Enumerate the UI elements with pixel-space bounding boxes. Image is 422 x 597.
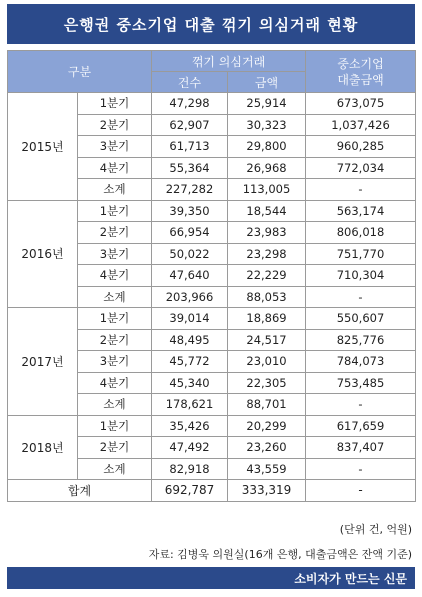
page-title: 은행권 중소기업 대출 꺾기 의심거래 현황 [7, 4, 415, 44]
loan-cell: - [306, 179, 416, 201]
quarter-cell: 4분기 [78, 372, 152, 394]
table-body [8, 93, 416, 502]
loan-cell: 710,304 [306, 265, 416, 287]
source-note: 자료: 김병욱 의원실(16개 은행, 대출금액은 잔액 기준) [148, 548, 412, 561]
header-sme-loan: 중소기업 대출금액 [306, 51, 416, 93]
count-cell: 39,350 [152, 200, 228, 222]
quarter-cell: 4분기 [78, 157, 152, 179]
year-cell: 2018년 [8, 415, 78, 480]
amount-cell: 30,323 [228, 114, 306, 136]
quarter-cell: 소계 [78, 394, 152, 416]
amount-cell: 20,299 [228, 415, 306, 437]
loan-cell: 825,776 [306, 329, 416, 351]
amount-cell: 18,869 [228, 308, 306, 330]
total-count-cell: 692,787 [152, 480, 228, 502]
unit-note: (단위 건, 억원) [339, 523, 412, 536]
loan-cell: 837,407 [306, 437, 416, 459]
total-loan-cell: - [306, 480, 416, 502]
amount-cell: 22,305 [228, 372, 306, 394]
quarter-cell: 2분기 [78, 437, 152, 459]
amount-cell: 22,229 [228, 265, 306, 287]
loan-cell: 772,034 [306, 157, 416, 179]
count-cell: 47,640 [152, 265, 228, 287]
quarter-cell: 1분기 [78, 200, 152, 222]
header-count: 건수 [152, 72, 228, 93]
total-amount-cell: 333,319 [228, 480, 306, 502]
header-amount: 금액 [228, 72, 306, 93]
count-cell: 227,282 [152, 179, 228, 201]
count-cell: 47,298 [152, 93, 228, 115]
amount-cell: 18,544 [228, 200, 306, 222]
quarter-cell: 3분기 [78, 351, 152, 373]
amount-cell: 29,800 [228, 136, 306, 158]
count-cell: 55,364 [152, 157, 228, 179]
quarter-cell: 1분기 [78, 415, 152, 437]
amount-cell: 43,559 [228, 458, 306, 480]
year-cell: 2015년 [8, 93, 78, 201]
quarter-cell: 4분기 [78, 265, 152, 287]
loan-cell: 960,285 [306, 136, 416, 158]
quarter-cell: 3분기 [78, 243, 152, 265]
total-label: 합계 [8, 480, 152, 502]
amount-cell: 25,914 [228, 93, 306, 115]
count-cell: 45,772 [152, 351, 228, 373]
year-cell: 2017년 [8, 308, 78, 416]
amount-cell: 24,517 [228, 329, 306, 351]
count-cell: 178,621 [152, 394, 228, 416]
quarter-cell: 소계 [78, 458, 152, 480]
loan-cell: 673,075 [306, 93, 416, 115]
amount-cell: 23,010 [228, 351, 306, 373]
count-cell: 47,492 [152, 437, 228, 459]
quarter-cell: 소계 [78, 286, 152, 308]
loan-cell: - [306, 394, 416, 416]
loan-cell: 563,174 [306, 200, 416, 222]
count-cell: 66,954 [152, 222, 228, 244]
loan-cell: 753,485 [306, 372, 416, 394]
quarter-cell: 2분기 [78, 329, 152, 351]
footer-banner: 소비자가 만드는 신문 [7, 567, 415, 589]
amount-cell: 88,701 [228, 394, 306, 416]
quarter-cell: 2분기 [78, 114, 152, 136]
count-cell: 45,340 [152, 372, 228, 394]
table-row [8, 415, 416, 437]
count-cell: 48,495 [152, 329, 228, 351]
header-category: 구분 [8, 51, 152, 93]
table-row [8, 308, 416, 330]
amount-cell: 23,983 [228, 222, 306, 244]
count-cell: 61,713 [152, 136, 228, 158]
loan-cell: 617,659 [306, 415, 416, 437]
total-row [8, 480, 416, 502]
loan-cell: - [306, 286, 416, 308]
count-cell: 82,918 [152, 458, 228, 480]
quarter-cell: 1분기 [78, 308, 152, 330]
loan-cell: 751,770 [306, 243, 416, 265]
count-cell: 35,426 [152, 415, 228, 437]
loan-cell: - [306, 458, 416, 480]
table-row [8, 200, 416, 222]
amount-cell: 23,260 [228, 437, 306, 459]
count-cell: 39,014 [152, 308, 228, 330]
loan-cell: 550,607 [306, 308, 416, 330]
count-cell: 203,966 [152, 286, 228, 308]
loan-table [7, 50, 416, 502]
quarter-cell: 2분기 [78, 222, 152, 244]
table-row [8, 93, 416, 115]
count-cell: 50,022 [152, 243, 228, 265]
amount-cell: 23,298 [228, 243, 306, 265]
header-suspicious: 꺾기 의심거래 [152, 51, 306, 72]
amount-cell: 26,968 [228, 157, 306, 179]
loan-cell: 806,018 [306, 222, 416, 244]
loan-cell: 1,037,426 [306, 114, 416, 136]
quarter-cell: 1분기 [78, 93, 152, 115]
year-cell: 2016년 [8, 200, 78, 308]
quarter-cell: 소계 [78, 179, 152, 201]
count-cell: 62,907 [152, 114, 228, 136]
quarter-cell: 3분기 [78, 136, 152, 158]
amount-cell: 113,005 [228, 179, 306, 201]
loan-cell: 784,073 [306, 351, 416, 373]
amount-cell: 88,053 [228, 286, 306, 308]
